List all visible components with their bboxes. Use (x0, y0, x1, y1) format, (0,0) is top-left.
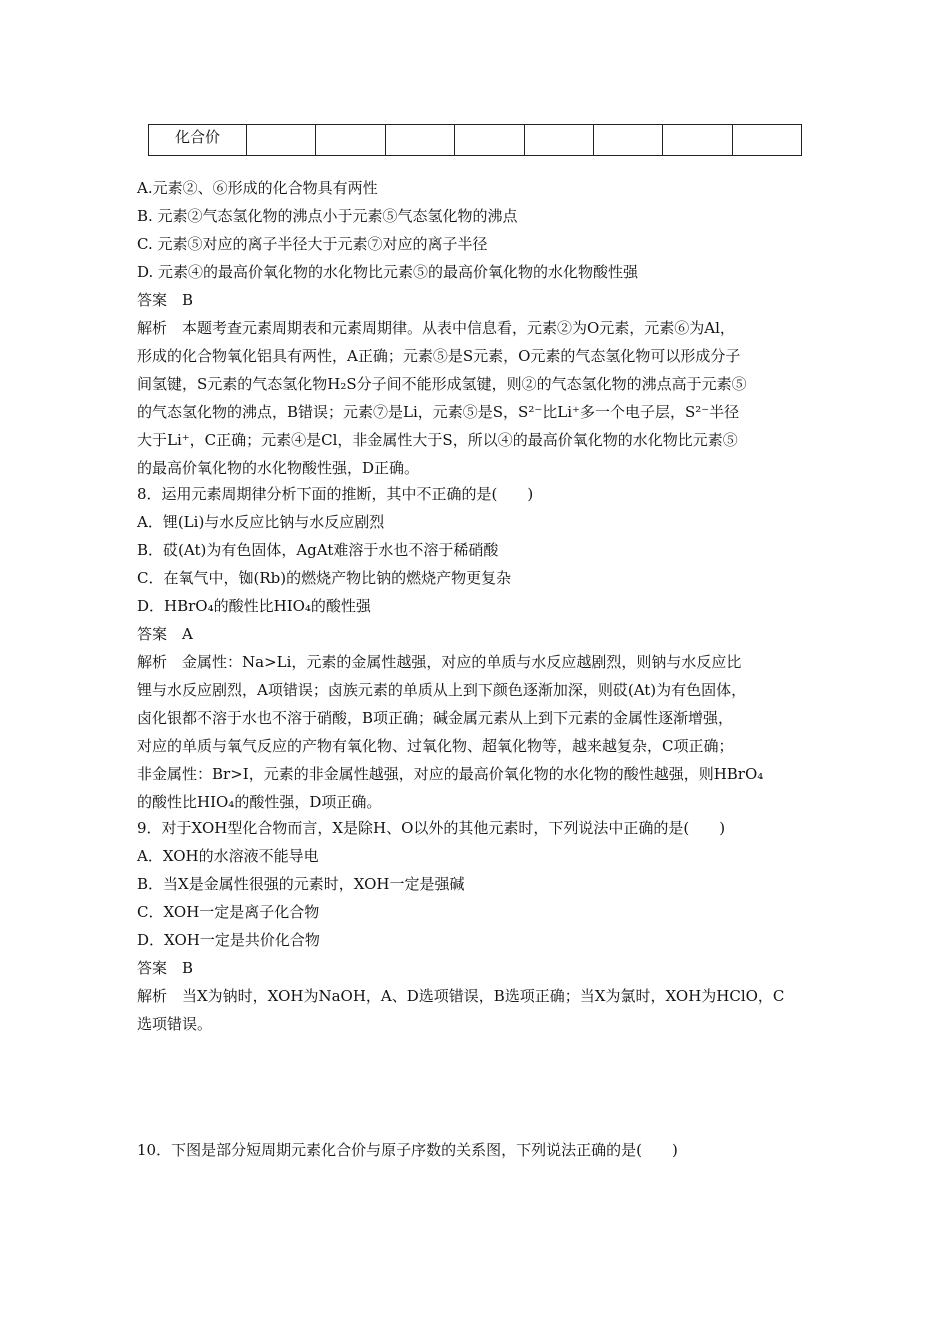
q9-option-b: B．当X是金属性很强的元素时，XOH一定是强碱 (137, 875, 465, 893)
q7-analysis-line: 的气态氢化物的沸点，B错误；元素⑦是Li，元素⑤是S，S²⁻比Li⁺多一个电子层，S²⁻半径 (137, 403, 740, 421)
q9-stem: 9．对于XOH型化合物而言，X是除H、O以外的其他元素时，下列说法中正确的是( ) (137, 819, 726, 837)
table-cell (247, 125, 316, 156)
q7-option-d: D. 元素④的最高价氧化物的水化物比元素⑤的最高价氧化物的水化物酸性强 (137, 263, 639, 281)
q7-analysis-line: 间氢键，S元素的气态氢化物H₂S分子间不能形成氢键，则②的气态氢化物的沸点高于元素⑤ (137, 375, 747, 393)
q9-option-d: D．XOH一定是共价化合物 (137, 931, 320, 949)
q7-option-b: B. 元素②气态氢化物的沸点小于元素⑤气态氢化物的沸点 (137, 207, 518, 225)
q8-option-c: C．在氧气中，铷(Rb)的燃烧产物比钠的燃烧产物更复杂 (137, 569, 512, 587)
q7-analysis-line: 解析 本题考查元素周期表和元素周期律。从表中信息看，元素②为O元素，元素⑥为Al， (137, 319, 735, 337)
q8-analysis-line: 非金属性：Br>I，元素的非金属性越强，对应的最高价氧化物的水化物的酸性越强，则HBrO₄ (137, 765, 764, 783)
table-row (149, 125, 802, 156)
q7-analysis-line: 大于Li⁺，C正确；元素④是Cl，非金属性大于S，所以④的最高价氧化物的水化物比元素⑤ (137, 431, 738, 449)
q8-option-a: A．锂(Li)与水反应比钠与水反应剧烈 (137, 513, 385, 531)
q9-analysis-line: 解析 当X为钠时，XOH为NaOH，A、D选项错误，B选项正确；当X为氯时，XOH为HClO，C (137, 987, 785, 1005)
q7-option-a: A.元素②、⑥形成的化合物具有两性 (137, 179, 378, 197)
q7-option-c: C. 元素⑤对应的离子半径大于元素⑦对应的离子半径 (137, 235, 488, 253)
q9-analysis-line: 选项错误。 (137, 1015, 213, 1033)
q8-answer: 答案 A (137, 625, 193, 643)
q8-analysis-line: 锂与水反应剧烈，A项错误；卤族元素的单质从上到下颜色逐渐加深，则砹(At)为有色固体， (137, 681, 747, 699)
table-cell (385, 125, 454, 156)
q8-analysis-line: 的酸性比HIO₄的酸性强，D项正确。 (137, 793, 382, 811)
q8-stem: 8．运用元素周期律分析下面的推断，其中不正确的是( ) (137, 485, 534, 503)
q8-analysis-line: 对应的单质与氧气反应的产物有氧化物、过氧化物、超氧化物等，越来越复杂，C项正确； (137, 737, 734, 755)
table-cell (524, 125, 593, 156)
q10-stem: 10．下图是部分短周期元素化合价与原子序数的关系图，下列说法正确的是( ) (137, 1141, 678, 1159)
q9-answer: 答案 B (137, 959, 194, 977)
valence-table (148, 124, 802, 156)
table-cell (455, 125, 524, 156)
table-cell (732, 125, 801, 156)
table-cell (316, 125, 385, 156)
q9-option-c: C．XOH一定是离子化合物 (137, 903, 320, 921)
q7-analysis-line: 形成的化合物氧化铝具有两性，A正确；元素⑤是S元素，O元素的气态氢化物可以形成分子 (137, 347, 741, 365)
q8-option-b: B．砹(At)为有色固体，AgAt难溶于水也不溶于稀硝酸 (137, 541, 499, 559)
table-header-cell: 化合价 (149, 125, 247, 156)
q7-analysis-line: 的最高价氧化物的水化物酸性强，D正确。 (137, 459, 420, 477)
q8-analysis-line: 卤化银都不溶于水也不溶于硝酸，B项正确；碱金属元素从上到下元素的金属性逐渐增强， (137, 709, 734, 727)
table-cell (663, 125, 732, 156)
table-cell (593, 125, 662, 156)
q8-option-d: D．HBrO₄的酸性比HIO₄的酸性强 (137, 597, 371, 615)
q8-analysis-line: 解析 金属性：Na>Li，元素的金属性越强，对应的单质与水反应越剧烈，则钠与水反应比 (137, 653, 742, 671)
q9-option-a: A．XOH的水溶液不能导电 (137, 847, 319, 865)
q7-answer: 答案 B (137, 291, 194, 309)
